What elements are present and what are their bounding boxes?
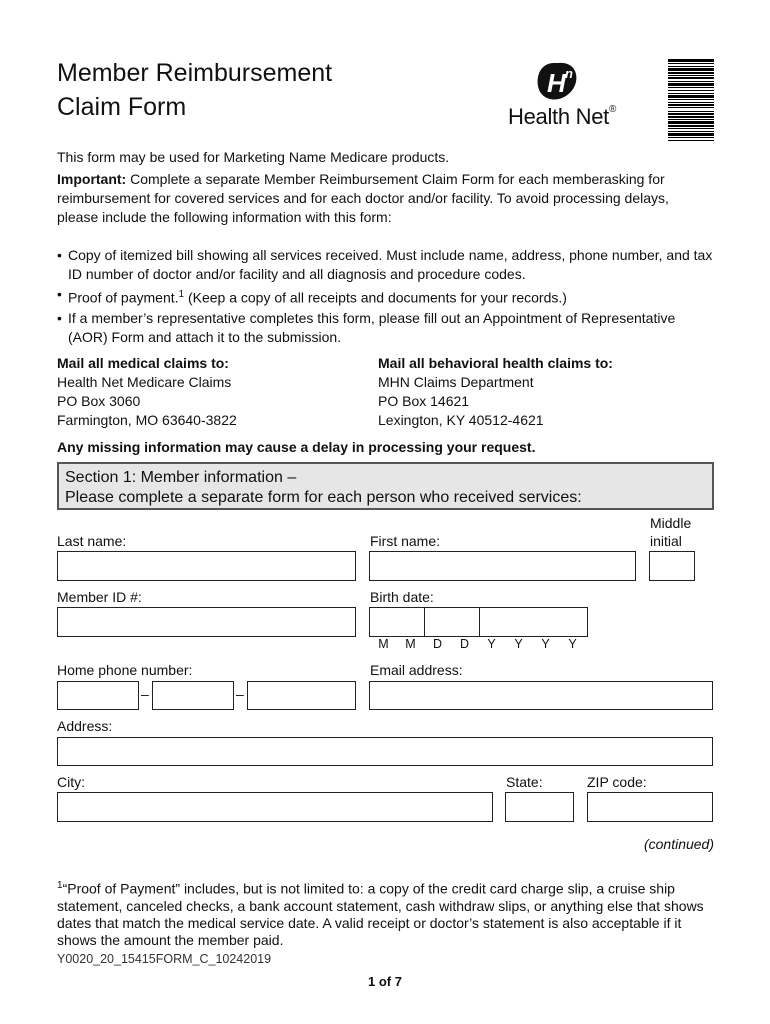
missing-info-notice: Any missing information may cause a delay in processing your request. [57,439,536,455]
state-label: State: [506,774,543,790]
title-line-2: Claim Form [57,93,187,121]
list-item: • Copy of itemized bill showing all services received. Must include name, address, phone number, and tax ID number of doctor and/or facility and all diagnosis and procedure codes. [57,246,717,284]
last-name-label: Last name: [57,533,127,549]
page-title [57,56,332,124]
zip-field[interactable] [587,792,713,822]
birth-year-field[interactable] [479,607,588,637]
medical-claims-address: Mail all medical claims to: Health Net Medicare Claims PO Box 3060 Farmington, MO 63640-3822 [57,355,237,428]
birth-month-field[interactable] [369,607,425,637]
address-label: Address: [57,718,113,734]
requirements-list [57,246,717,348]
member-id-label: Member ID #: [57,589,142,605]
intro-line: This form may be used for Marketing Name Medicare products. [57,149,450,165]
svg-text:H: H [547,68,566,98]
continued-note: (continued) [643,836,714,852]
middle-initial-field[interactable] [649,551,695,581]
footnote: $^1$“Proof of Payment” includes, but is not limited to: a copy of the credit card charge slip, a cruise ship statement, canceled checks, a bank account statement, cash withdraw slips, or anything else that shows dates that match the medical service date. A valid receipt or doctor’s statement is also acceptable if it shows the amount the member paid. [57,880,704,948]
intro-text [57,148,707,227]
page-number: 1 of 7 [368,974,402,989]
behavioral-claims-address: Mail all behavioral health claims to: MHN Claims Department PO Box 14621 Lexington, KY 40512-4621 [378,355,613,428]
email-label: Email address: [370,662,463,678]
svg-text:n: n [565,66,573,81]
state-field[interactable] [505,792,574,822]
title-line-1: Member Reimbursement [57,59,333,87]
home-phone-label: Home phone number: [57,662,193,678]
member-id-field[interactable] [57,607,356,637]
birth-day-field[interactable] [424,607,480,637]
important-text: Complete a separate Member Reimbursement Claim Form for each memberasking for reimbursement for covered services and for each doctor and/or facility. To avoid processing delays, please include the following information with this form: [57,171,669,225]
address-field[interactable] [57,737,713,766]
city-field[interactable] [57,792,493,822]
section-1-header: Section 1: Member information – Please complete a separate form for each person who received services: [57,462,714,510]
phone-area-code-field[interactable] [57,681,139,710]
logo-mark-icon [508,58,626,104]
list-item: • If a member’s representative completes this form, please fill out an Appointment of Representative (AOR) Form and attach it to the submission. [57,309,717,347]
phone-line-field[interactable] [247,681,356,710]
zip-label: ZIP code: [587,774,647,790]
middle-initial-label: Middle initial [650,515,692,549]
important-label: Important: [57,171,127,187]
birth-date-format: M M D D Y Y Y Y [378,637,577,651]
first-name-label: First name: [370,533,441,549]
phone-separator: – [236,686,244,702]
logo-text: Health Net [508,104,609,129]
last-name-field[interactable] [57,551,356,581]
list-item: • Proof of payment.$^1$ (Keep a copy of all receipts and documents for your records.) [57,285,717,308]
form-code: Y0020_20_15415FORM_C_10242019 [57,952,272,966]
email-field[interactable] [369,681,713,710]
first-name-field[interactable] [369,551,636,581]
phone-prefix-field[interactable] [152,681,234,710]
birth-date-label: Birth date: [370,589,434,605]
phone-separator: – [141,686,149,702]
health-net-logo: H n Health Net® [508,58,626,132]
city-label: City: [57,774,85,790]
